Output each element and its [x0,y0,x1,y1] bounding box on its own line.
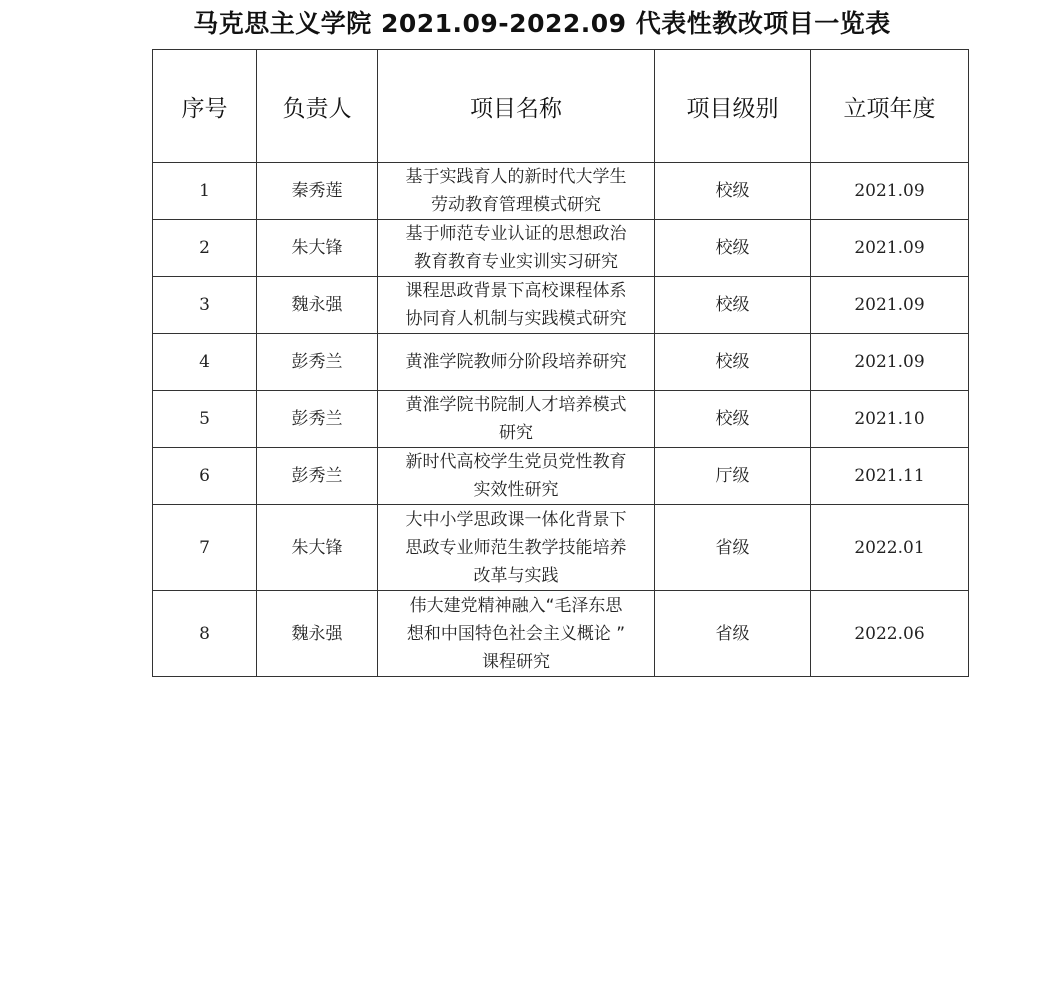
cell-seq: 6 [153,448,257,505]
cell-year: 2021.09 [811,163,969,220]
table-row [153,334,969,391]
cell-leader: 秦秀莲 [257,163,378,220]
cell-project-name [378,334,655,391]
header-project-name: 项目名称 [378,50,655,163]
table-row [153,277,969,334]
project-name-line: 课程思政背景下高校课程体系 [405,281,627,301]
page-title: 马克思主义学院 2021.09-2022.09 代表性教改项目一览表 [193,9,891,38]
cell-seq: 3 [153,277,257,334]
project-name-line: 黄淮学院教师分阶段培养研究 [405,352,627,372]
cell-leader: 彭秀兰 [257,391,378,448]
cell-year: 2022.06 [811,591,969,677]
project-name-line: 协同育人机制与实践模式研究 [405,309,627,329]
project-name-line: 基于实践育人的新时代大学生 [405,167,627,187]
cell-project-name [378,163,655,220]
cell-seq: 4 [153,334,257,391]
cell-seq: 1 [153,163,257,220]
cell-level: 省级 [655,591,811,677]
cell-leader: 彭秀兰 [257,448,378,505]
header-leader: 负责人 [257,50,378,163]
cell-year: 2021.11 [811,448,969,505]
project-name-line: 新时代高校学生党员党性教育 [405,452,627,472]
cell-seq: 8 [153,591,257,677]
project-name-line: 改革与实践 [473,565,559,586]
cell-level: 校级 [655,334,811,391]
project-name-line: 教育教育专业实训实习研究 [414,252,618,272]
cell-leader: 彭秀兰 [257,334,378,391]
cell-level: 校级 [655,277,811,334]
header-year: 立项年度 [811,50,969,163]
cell-level: 校级 [655,163,811,220]
cell-seq: 5 [153,391,257,448]
cell-level: 省级 [655,505,811,591]
project-name-line: 伟大建党精神融入“毛泽东思 [409,595,623,616]
project-name-line: 课程研究 [482,651,550,672]
cell-level: 厅级 [655,448,811,505]
project-name-line: 思政专业师范生教学技能培养 [405,537,627,558]
project-name-line: 黄淮学院书院制人才培养模式 [405,395,627,415]
cell-seq: 2 [153,220,257,277]
project-name-line: 研究 [499,423,533,443]
cell-project-name [378,220,655,277]
cell-year: 2021.09 [811,277,969,334]
cell-level: 校级 [655,391,811,448]
table-row [153,220,969,277]
cell-project-name [378,448,655,505]
cell-year: 2021.09 [811,334,969,391]
project-name-line: 基于师范专业认证的思想政治 [405,224,627,244]
cell-level: 校级 [655,220,811,277]
table-row [153,591,969,677]
header-level: 项目级别 [655,50,811,163]
project-name-line: 实效性研究 [473,480,559,500]
cell-leader: 朱大锋 [257,505,378,591]
table-header-row [153,50,969,163]
cell-leader: 朱大锋 [257,220,378,277]
cell-year: 2022.01 [811,505,969,591]
cell-project-name [378,505,655,591]
header-seq: 序号 [153,50,257,163]
table-row [153,391,969,448]
cell-project-name [378,591,655,677]
cell-leader: 魏永强 [257,591,378,677]
cell-year: 2021.09 [811,220,969,277]
project-name-line: 劳动教育管理模式研究 [431,195,601,215]
projects-table [152,49,969,677]
cell-year: 2021.10 [811,391,969,448]
cell-project-name [378,391,655,448]
cell-seq: 7 [153,505,257,591]
cell-project-name [378,277,655,334]
project-name-line: 大中小学思政课一体化背景下 [405,509,627,530]
cell-leader: 魏永强 [257,277,378,334]
table-row [153,505,969,591]
table-row [153,448,969,505]
table-row [153,163,969,220]
project-name-line: 想和中国特色社会主义概论 ” [406,623,626,644]
